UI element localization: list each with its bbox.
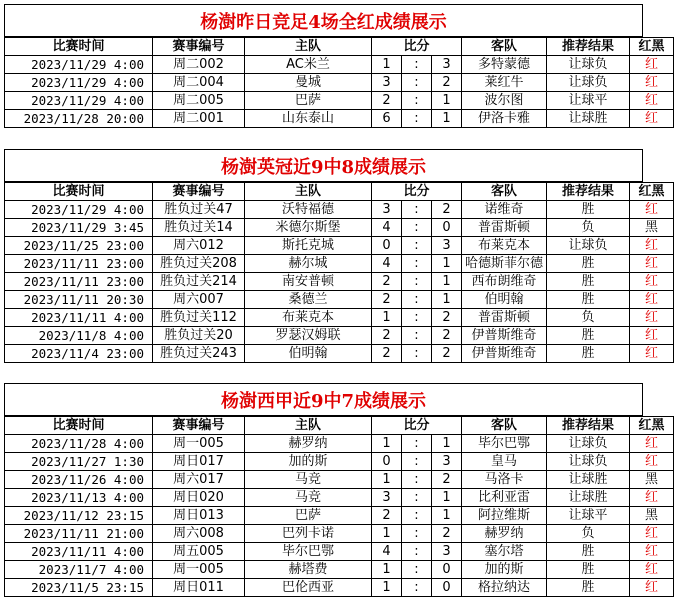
table-row	[5, 56, 674, 74]
home-score: 1	[372, 56, 402, 74]
section-1	[4, 4, 665, 128]
home-team: 加的斯	[245, 453, 372, 471]
away-score: 0	[432, 219, 462, 237]
table-row	[5, 273, 674, 291]
home-score: 1	[372, 579, 402, 597]
score-separator: :	[402, 543, 432, 561]
match-code: 周一005	[153, 435, 245, 453]
home-score: 2	[372, 327, 402, 345]
match-code: 胜负过关14	[153, 219, 245, 237]
away-team: 伊洛卡雅	[462, 110, 547, 128]
recommendation: 负	[547, 525, 630, 543]
home-score: 1	[372, 471, 402, 489]
away-team: 布莱克本	[462, 237, 547, 255]
home-score: 1	[372, 309, 402, 327]
result-badge: 红	[630, 291, 674, 309]
home-score: 2	[372, 291, 402, 309]
score-separator: :	[402, 525, 432, 543]
away-team: 皇马	[462, 453, 547, 471]
score-separator: :	[402, 489, 432, 507]
away-team: 阿拉维斯	[462, 507, 547, 525]
recommendation: 让球胜	[547, 489, 630, 507]
home-team: 伯明翰	[245, 345, 372, 363]
recommendation: 负	[547, 309, 630, 327]
recommendation: 胜	[547, 291, 630, 309]
score-separator: :	[402, 327, 432, 345]
home-team: 马竞	[245, 489, 372, 507]
table-row	[5, 74, 674, 92]
results-table	[4, 182, 674, 363]
home-team: 赫塔费	[245, 561, 372, 579]
result-badge: 红	[630, 435, 674, 453]
result-badge: 红	[630, 56, 674, 74]
header-time: 比赛时间	[5, 38, 153, 56]
home-team: 桑德兰	[245, 291, 372, 309]
header-score: 比分	[372, 183, 462, 201]
home-team: 罗瑟汉姆联	[245, 327, 372, 345]
away-score: 1	[432, 489, 462, 507]
table-row	[5, 327, 674, 345]
table-row	[5, 201, 674, 219]
header-time: 比赛时间	[5, 417, 153, 435]
header-code: 赛事编号	[153, 38, 245, 56]
away-score: 2	[432, 327, 462, 345]
away-team: 加的斯	[462, 561, 547, 579]
table-row	[5, 345, 674, 363]
away-team: 普雷斯顿	[462, 219, 547, 237]
result-badge: 红	[630, 327, 674, 345]
table-row	[5, 219, 674, 237]
match-time: 2023/11/11 23:00	[5, 273, 153, 291]
header-time: 比赛时间	[5, 183, 153, 201]
match-time: 2023/11/29 4:00	[5, 74, 153, 92]
score-separator: :	[402, 471, 432, 489]
match-code: 胜负过关214	[153, 273, 245, 291]
away-team: 普雷斯顿	[462, 309, 547, 327]
table-row	[5, 92, 674, 110]
result-badge: 黑	[630, 471, 674, 489]
header-score: 比分	[372, 417, 462, 435]
away-score: 1	[432, 273, 462, 291]
header-home: 主队	[245, 38, 372, 56]
away-score: 1	[432, 291, 462, 309]
match-code: 胜负过关47	[153, 201, 245, 219]
results-table	[4, 37, 674, 128]
result-badge: 黑	[630, 507, 674, 525]
recommendation: 让球平	[547, 92, 630, 110]
result-badge: 红	[630, 74, 674, 92]
score-separator: :	[402, 453, 432, 471]
header-away: 客队	[462, 38, 547, 56]
match-time: 2023/11/11 20:30	[5, 291, 153, 309]
home-score: 4	[372, 543, 402, 561]
away-score: 2	[432, 74, 462, 92]
away-score: 2	[432, 471, 462, 489]
table-row	[5, 579, 674, 597]
section-2	[4, 149, 665, 363]
recommendation: 让球负	[547, 74, 630, 92]
section-3	[4, 383, 665, 597]
match-time: 2023/11/8 4:00	[5, 327, 153, 345]
recommendation: 让球胜	[547, 110, 630, 128]
home-score: 1	[372, 525, 402, 543]
result-badge: 红	[630, 201, 674, 219]
match-code: 周六017	[153, 471, 245, 489]
header-code: 赛事编号	[153, 417, 245, 435]
home-team: AC米兰	[245, 56, 372, 74]
match-time: 2023/11/12 23:15	[5, 507, 153, 525]
home-team: 巴萨	[245, 507, 372, 525]
match-time: 2023/11/11 23:00	[5, 255, 153, 273]
home-team: 曼城	[245, 74, 372, 92]
away-team: 比利亚雷	[462, 489, 547, 507]
home-team: 斯托克城	[245, 237, 372, 255]
table-row	[5, 471, 674, 489]
score-separator: :	[402, 291, 432, 309]
home-score: 2	[372, 345, 402, 363]
away-score: 2	[432, 345, 462, 363]
header-result: 红黑	[630, 38, 674, 56]
away-team: 伊普斯维奇	[462, 345, 547, 363]
match-time: 2023/11/29 4:00	[5, 201, 153, 219]
section-title: 杨澍西甲近9中7成绩展示	[4, 383, 643, 416]
home-team: 南安普顿	[245, 273, 372, 291]
away-team: 诺维奇	[462, 201, 547, 219]
score-separator: :	[402, 345, 432, 363]
recommendation: 胜	[547, 255, 630, 273]
match-code: 周二004	[153, 74, 245, 92]
home-score: 2	[372, 507, 402, 525]
away-score: 0	[432, 579, 462, 597]
away-score: 1	[432, 255, 462, 273]
match-time: 2023/11/28 4:00	[5, 435, 153, 453]
away-team: 莱红牛	[462, 74, 547, 92]
result-badge: 红	[630, 237, 674, 255]
result-badge: 红	[630, 579, 674, 597]
recommendation: 胜	[547, 579, 630, 597]
recommendation: 让球负	[547, 453, 630, 471]
match-code: 周六007	[153, 291, 245, 309]
home-score: 4	[372, 255, 402, 273]
recommendation: 负	[547, 219, 630, 237]
score-separator: :	[402, 92, 432, 110]
home-score: 3	[372, 201, 402, 219]
match-time: 2023/11/27 1:30	[5, 453, 153, 471]
home-team: 赫尔城	[245, 255, 372, 273]
home-team: 巴萨	[245, 92, 372, 110]
score-separator: :	[402, 237, 432, 255]
header-home: 主队	[245, 417, 372, 435]
away-score: 3	[432, 453, 462, 471]
home-score: 2	[372, 273, 402, 291]
home-score: 2	[372, 92, 402, 110]
match-time: 2023/11/29 3:45	[5, 219, 153, 237]
away-team: 多特蒙德	[462, 56, 547, 74]
away-team: 哈德斯菲尔德	[462, 255, 547, 273]
match-code: 胜负过关20	[153, 327, 245, 345]
table-row	[5, 435, 674, 453]
match-code: 周五005	[153, 543, 245, 561]
score-separator: :	[402, 74, 432, 92]
table-row	[5, 291, 674, 309]
home-score: 3	[372, 489, 402, 507]
table-row	[5, 110, 674, 128]
recommendation: 胜	[547, 345, 630, 363]
match-code: 周六012	[153, 237, 245, 255]
away-team: 塞尔塔	[462, 543, 547, 561]
score-separator: :	[402, 561, 432, 579]
header-rec: 推荐结果	[547, 38, 630, 56]
away-score: 2	[432, 525, 462, 543]
home-team: 巴伦西亚	[245, 579, 372, 597]
header-row	[5, 183, 674, 201]
match-time: 2023/11/25 23:00	[5, 237, 153, 255]
match-code: 胜负过关208	[153, 255, 245, 273]
match-time: 2023/11/26 4:00	[5, 471, 153, 489]
score-separator: :	[402, 507, 432, 525]
result-badge: 红	[630, 543, 674, 561]
result-badge: 红	[630, 453, 674, 471]
away-score: 3	[432, 237, 462, 255]
match-time: 2023/11/29 4:00	[5, 56, 153, 74]
score-separator: :	[402, 56, 432, 74]
table-row	[5, 525, 674, 543]
home-team: 毕尔巴鄂	[245, 543, 372, 561]
home-team: 马竞	[245, 471, 372, 489]
away-team: 赫罗纳	[462, 525, 547, 543]
match-code: 周日011	[153, 579, 245, 597]
header-away: 客队	[462, 417, 547, 435]
table-row	[5, 237, 674, 255]
recommendation: 胜	[547, 201, 630, 219]
score-separator: :	[402, 579, 432, 597]
recommendation: 让球负	[547, 56, 630, 74]
result-badge: 红	[630, 255, 674, 273]
header-result: 红黑	[630, 417, 674, 435]
match-code: 周六008	[153, 525, 245, 543]
away-team: 西布朗维奇	[462, 273, 547, 291]
recommendation: 让球负	[547, 237, 630, 255]
recommendation: 胜	[547, 327, 630, 345]
table-row	[5, 453, 674, 471]
match-code: 周一005	[153, 561, 245, 579]
away-score: 1	[432, 507, 462, 525]
away-score: 2	[432, 309, 462, 327]
home-team: 沃特福德	[245, 201, 372, 219]
match-time: 2023/11/7 4:00	[5, 561, 153, 579]
match-time: 2023/11/11 4:00	[5, 309, 153, 327]
header-score: 比分	[372, 38, 462, 56]
section-title: 杨澍昨日竞足4场全红成绩展示	[4, 4, 643, 37]
match-time: 2023/11/29 4:00	[5, 92, 153, 110]
home-score: 1	[372, 435, 402, 453]
away-score: 3	[432, 543, 462, 561]
match-time: 2023/11/11 4:00	[5, 543, 153, 561]
home-team: 山东泰山	[245, 110, 372, 128]
match-code: 胜负过关112	[153, 309, 245, 327]
score-separator: :	[402, 255, 432, 273]
away-team: 毕尔巴鄂	[462, 435, 547, 453]
result-badge: 红	[630, 489, 674, 507]
header-away: 客队	[462, 183, 547, 201]
home-team: 赫罗纳	[245, 435, 372, 453]
recommendation: 胜	[547, 561, 630, 579]
section-title: 杨澍英冠近9中8成绩展示	[4, 149, 643, 182]
away-score: 0	[432, 561, 462, 579]
home-score: 1	[372, 561, 402, 579]
result-badge: 红	[630, 273, 674, 291]
match-code: 周二005	[153, 92, 245, 110]
table-row	[5, 255, 674, 273]
match-time: 2023/11/4 23:00	[5, 345, 153, 363]
match-time: 2023/11/11 21:00	[5, 525, 153, 543]
table-row	[5, 543, 674, 561]
match-code: 胜负过关243	[153, 345, 245, 363]
table-row	[5, 309, 674, 327]
score-separator: :	[402, 110, 432, 128]
home-score: 6	[372, 110, 402, 128]
match-time: 2023/11/13 4:00	[5, 489, 153, 507]
away-score: 2	[432, 201, 462, 219]
result-badge: 红	[630, 92, 674, 110]
result-badge: 黑	[630, 219, 674, 237]
header-row	[5, 417, 674, 435]
header-rec: 推荐结果	[547, 417, 630, 435]
results-table	[4, 416, 674, 597]
home-team: 巴列卡诺	[245, 525, 372, 543]
score-separator: :	[402, 273, 432, 291]
header-rec: 推荐结果	[547, 183, 630, 201]
recommendation: 让球平	[547, 507, 630, 525]
home-team: 布莱克本	[245, 309, 372, 327]
home-score: 0	[372, 453, 402, 471]
table-row	[5, 489, 674, 507]
result-badge: 红	[630, 110, 674, 128]
recommendation: 让球负	[547, 435, 630, 453]
recommendation: 胜	[547, 543, 630, 561]
home-team: 米德尔斯堡	[245, 219, 372, 237]
result-badge: 红	[630, 561, 674, 579]
score-separator: :	[402, 219, 432, 237]
home-score: 3	[372, 74, 402, 92]
away-score: 1	[432, 92, 462, 110]
table-row	[5, 507, 674, 525]
match-code: 周日017	[153, 453, 245, 471]
match-time: 2023/11/5 23:15	[5, 579, 153, 597]
match-time: 2023/11/28 20:00	[5, 110, 153, 128]
away-score: 3	[432, 56, 462, 74]
away-team: 伯明翰	[462, 291, 547, 309]
score-separator: :	[402, 201, 432, 219]
header-home: 主队	[245, 183, 372, 201]
score-separator: :	[402, 309, 432, 327]
table-row	[5, 561, 674, 579]
result-badge: 红	[630, 309, 674, 327]
result-badge: 红	[630, 525, 674, 543]
match-code: 周日020	[153, 489, 245, 507]
match-code: 周日013	[153, 507, 245, 525]
recommendation: 让球胜	[547, 471, 630, 489]
away-team: 波尔图	[462, 92, 547, 110]
away-team: 格拉纳达	[462, 579, 547, 597]
home-score: 0	[372, 237, 402, 255]
away-team: 马洛卡	[462, 471, 547, 489]
match-code: 周二001	[153, 110, 245, 128]
away-score: 1	[432, 435, 462, 453]
recommendation: 胜	[547, 273, 630, 291]
result-badge: 红	[630, 345, 674, 363]
header-result: 红黑	[630, 183, 674, 201]
away-score: 1	[432, 110, 462, 128]
home-score: 4	[372, 219, 402, 237]
header-code: 赛事编号	[153, 183, 245, 201]
header-row	[5, 38, 674, 56]
match-code: 周二002	[153, 56, 245, 74]
away-team: 伊普斯维奇	[462, 327, 547, 345]
score-separator: :	[402, 435, 432, 453]
